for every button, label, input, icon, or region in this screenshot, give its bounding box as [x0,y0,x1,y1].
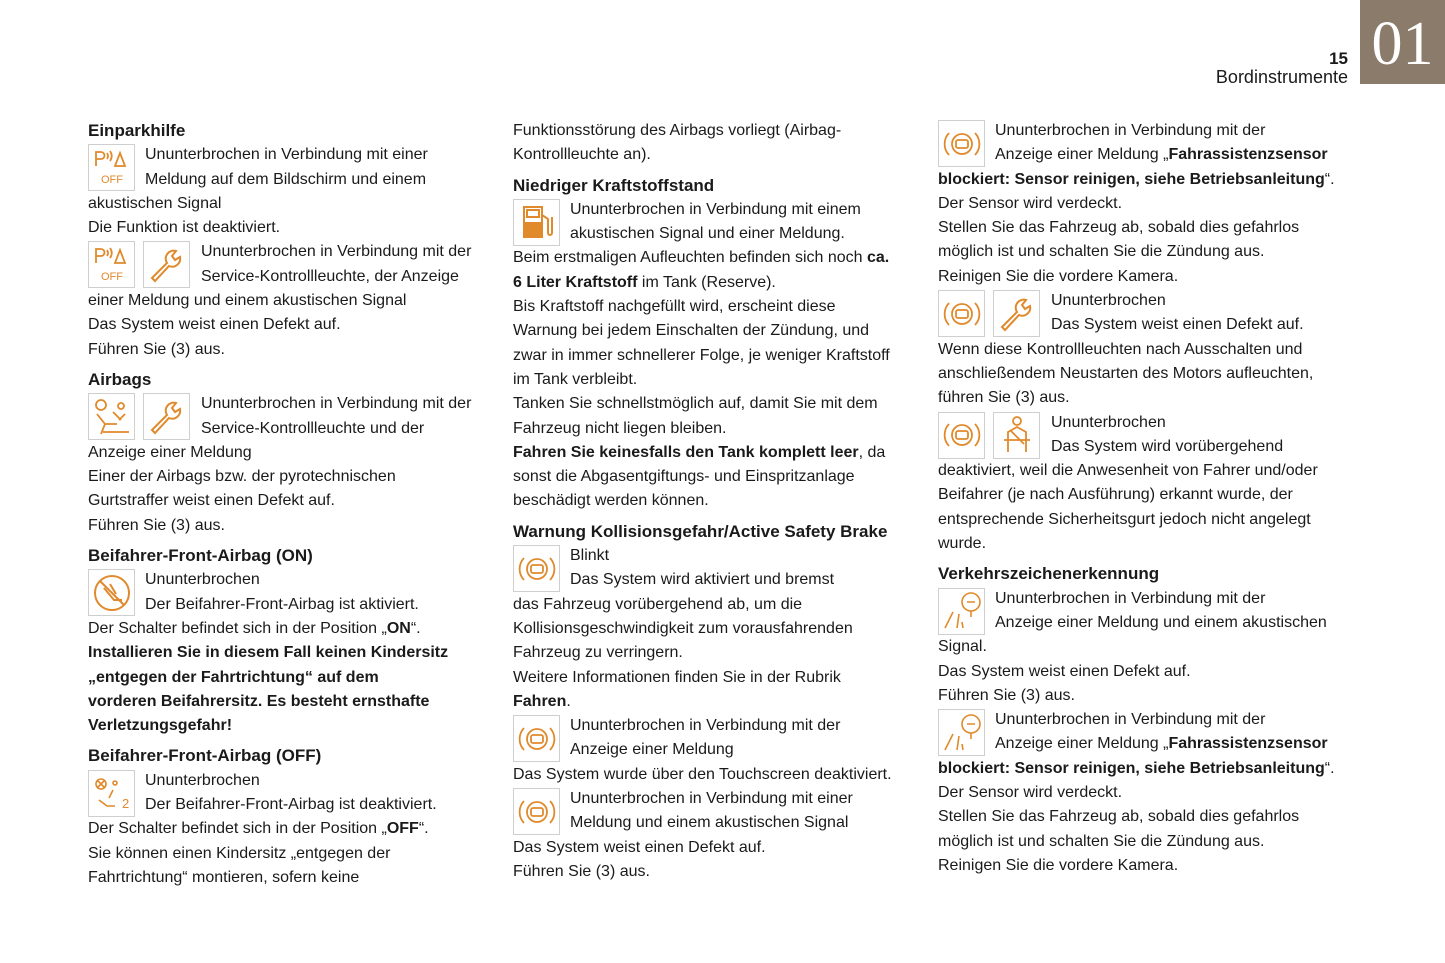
seatbelt-icon [993,412,1040,459]
paragraph [938,168,1358,289]
text-run: Der Beifahrer-Front-Airbag ist deaktiviert. [145,796,437,814]
text-run: . [566,692,571,710]
paragraph [938,459,1358,556]
text-line [513,344,933,368]
warning-description [1051,411,1283,460]
text-line [938,532,1358,556]
text-run: Anzeige einer Meldung [88,443,252,461]
text-line [938,168,1358,192]
text-line [88,817,508,841]
section-heading: Beifahrer-Front-Airbag (OFF) [88,746,322,766]
column-1 [88,119,508,890]
text-run: Bis Kraftstoff nachgefüllt wird, erscheint diese [513,298,836,316]
bold-text: OFF [386,820,419,838]
text-run: Meldung und einem akustischen Signal [570,814,849,832]
warning-lights [513,545,560,592]
section-title: Bordinstrumente [1215,67,1348,87]
collision-icon [513,788,560,835]
text-run: Der Schalter befindet sich in der Position „ [88,619,387,637]
text-line [513,417,933,441]
text-run: zwar in immer schnellerer Folge, je weniger Kraftstoff [513,346,890,364]
bold-text: Verletzungsgefahr! [88,717,233,735]
warning-description [570,198,861,247]
bold-text: ON [386,619,411,637]
column-2 [513,119,933,884]
text-line [88,514,508,538]
text-run: Ununterbrochen in Verbindung mit der [995,711,1266,729]
text-line [145,769,437,793]
warning-light-row [938,289,1358,338]
text-line [938,459,1358,483]
text-line [513,860,933,884]
text-line [201,265,471,289]
text-run: sonst die Abgasentgiftungs- und Einspritzanlage [513,468,855,486]
page-number: 15 [1329,49,1348,68]
text-run: Kontrollleuchte an). [513,146,651,164]
text-line [1051,313,1304,337]
text-line [513,489,933,513]
wrench-icon [143,241,190,288]
warning-description [995,587,1327,636]
text-run: Führen Sie (3) aus. [513,862,650,880]
warning-description [201,392,471,441]
text-run: Sie können einen Kindersitz „entgegen der [88,844,391,862]
text-line [570,811,853,835]
text-run: Reinigen Sie die vordere Kamera. [938,267,1179,285]
text-run: Fahrzeug nicht liegen bleiben. [513,419,727,437]
text-line [145,168,428,192]
text-run: Die Funktion ist deaktiviert. [88,219,281,237]
text-run: , da [858,443,886,461]
warning-light-row [513,787,933,836]
text-run: Fahrtrichtung“ montieren, sofern keine [88,868,360,886]
warning-light-row [513,198,933,247]
text-line [88,338,508,362]
section-heading: Einparkhilfe [88,121,186,140]
warning-description [570,714,840,763]
text-run: Stellen Sie das Fahrzeug ab, sobald dies gefahrlos [938,219,1300,237]
warning-description [145,143,428,192]
text-line [995,611,1327,635]
text-run: Das System wurde über den Touchscreen deaktiviert. [513,765,892,783]
bold-text: „entgegen der Fahrtrichtung“ auf dem [88,668,379,686]
text-line [570,568,834,592]
paragraph [513,119,933,168]
text-line [938,216,1358,240]
text-run: Funktionsstörung des Airbags vorliegt (Airbag- [513,122,842,139]
text-run: “. [410,619,421,637]
warning-lights [513,715,560,762]
text-run: Das System wird vorübergehend [1051,437,1284,455]
text-run: das Fahrzeug vorübergehend ab, um die [513,595,803,613]
text-line [513,295,933,319]
text-run: einer Meldung und einem akustischen Signal [88,292,407,310]
warning-lights [938,290,1040,337]
text-line [201,417,471,441]
warning-light-row [88,769,508,818]
sign-recognition-icon [938,588,985,635]
section-heading: Warnung Kollisionsgefahr/Active Safety Brake [513,521,888,541]
text-line [938,805,1358,829]
bold-text: ca. [867,249,890,267]
warning-description [570,787,853,836]
text-line [513,246,933,270]
text-run: Ununterbrochen in Verbindung mit einer [145,146,428,164]
svg-text:2: 2 [121,796,129,812]
text-run: Beim erstmaligen Aufleuchten befinden sich noch [513,249,867,267]
wrench-icon [993,290,1040,337]
text-run: führen Sie (3) aus. [938,389,1070,407]
text-line [938,684,1358,708]
text-line [513,593,933,617]
text-run: Ununterbrochen [1051,292,1166,310]
bold-text: Fahren [513,692,567,710]
text-line [88,465,508,489]
wrench-icon [143,393,190,440]
text-run: Ununterbrochen in Verbindung mit einer [570,790,853,808]
bold-text: blockiert: Sensor reinigen, siehe Betriebsanleitung [938,759,1325,777]
paragraph [513,246,933,513]
text-run: Der Schalter befindet sich in der Position „ [88,820,387,838]
text-run: beschädigt werden können. [513,492,709,510]
text-line [88,441,508,465]
paragraph [88,617,508,738]
bold-text: blockiert: Sensor reinigen, siehe Betriebsanleitung [938,170,1325,188]
airbag-on-icon [88,569,135,616]
text-run: Der Sensor wird verdeckt. [938,784,1123,802]
text-run: Das System weist einen Defekt auf. [938,662,1191,680]
text-line [995,119,1328,143]
text-line [513,836,933,860]
warning-lights [88,393,190,440]
warning-light-row [88,240,508,289]
text-line [995,708,1328,732]
text-line [1051,289,1304,313]
text-line [88,489,508,513]
airbag-off-icon [88,770,135,817]
paragraph [88,441,508,538]
text-run: im Tank verbleibt. [513,370,638,388]
text-line [88,192,508,216]
text-line [938,854,1358,878]
chapter-tab: 01 [1360,0,1445,84]
paragraph [938,757,1358,878]
text-run: Service-Kontrollleuchte und der [201,419,425,437]
paragraph [513,763,933,787]
text-run: Gurtstraffer weist einen Defekt auf. [88,492,335,510]
warning-lights [938,709,985,756]
text-line [938,830,1358,854]
text-line [88,690,508,714]
text-run: Der Beifahrer-Front-Airbag ist aktiviert. [145,595,419,613]
paragraph [88,192,508,241]
text-line [513,666,933,690]
text-line [995,143,1328,167]
warning-light-row [938,587,1358,636]
section-heading: Airbags [88,369,152,389]
text-run: Das System weist einen Defekt auf. [513,838,766,856]
text-run: Meldung auf dem Bildschirm und einem [145,170,427,188]
text-line [995,732,1328,756]
text-run: “. [1324,170,1335,188]
text-line [88,313,508,337]
text-line [570,714,840,738]
text-run: Stellen Sie das Fahrzeug ab, sobald dies gefahrlos [938,808,1300,826]
warning-light-row [938,708,1358,757]
warning-description [995,708,1328,757]
text-line [938,508,1358,532]
text-line [513,763,933,787]
text-run: im Tank (Reserve). [637,273,776,291]
warning-description [145,568,419,617]
section-heading: Verkehrszeichenerkennung [938,564,1160,584]
paragraph [513,836,933,885]
text-run: Tanken Sie schnellstmöglich auf, damit Sie mit dem [513,395,878,413]
text-run: Kollisionsgeschwindigkeit zum vorausfahrenden [513,619,853,637]
text-line [938,757,1358,781]
text-run: Warnung bei jedem Einschalten der Zündung, und [513,322,870,340]
text-run: Anzeige einer Meldung [570,741,734,759]
sign-recognition-icon [938,709,985,756]
text-run: Das System weist einen Defekt auf. [88,316,341,334]
bold-text: Fahren Sie keinesfalls den Tank komplett leer [513,443,859,461]
text-run: Blinkt [570,547,610,565]
text-run: Einer der Airbags bzw. der pyrotechnischen [88,468,396,486]
text-run: Weitere Informationen finden Sie in der Rubrik [513,668,841,686]
column-3 [938,119,1358,878]
warning-description [145,769,437,818]
park-off-icon [88,144,135,191]
text-run: Service-Kontrollleuchte, der Anzeige [201,267,459,285]
svg-text:OFF: OFF [100,173,123,186]
text-line [513,271,933,295]
bold-text: Fahrassistenzsensor [1168,146,1328,164]
collision-icon [938,290,985,337]
text-line [88,714,508,738]
section-heading: Beifahrer-Front-Airbag (ON) [88,546,313,566]
text-run: Führen Sie (3) aus. [938,686,1075,704]
text-line [1051,435,1283,459]
text-line [938,635,1358,659]
warning-description [201,240,471,289]
warning-lights [938,120,985,167]
paragraph [938,338,1358,411]
text-line [145,793,437,817]
warning-light-row [938,119,1358,168]
warning-light-row [513,714,933,763]
text-run: “. [418,820,429,838]
fuel-icon [513,199,560,246]
text-line [938,265,1358,289]
warning-lights [88,770,135,817]
collision-icon [938,120,985,167]
section-heading: Niedriger Kraftstoffstand [513,175,715,195]
text-run: Ununterbrochen in Verbindung mit der [201,395,472,413]
text-line [513,119,933,143]
text-run: wurde. [938,535,987,553]
text-run: möglich ist und schalten Sie die Zündung aus. [938,832,1265,850]
text-run: Führen Sie (3) aus. [88,340,225,358]
text-run: Der Sensor wird verdeckt. [938,194,1123,212]
warning-description [1051,289,1304,338]
svg-text:OFF: OFF [100,270,123,283]
text-line [938,483,1358,507]
text-run: Fahrzeug zu verringern. [513,644,683,662]
paragraph [513,593,933,714]
text-line [145,568,419,592]
text-line [995,587,1327,611]
text-run: Reinigen Sie die vordere Kamera. [938,856,1179,874]
text-line [570,787,853,811]
text-line [88,641,508,665]
text-line [513,617,933,641]
warning-lights [513,199,560,246]
text-line [513,641,933,665]
text-run: Anzeige einer Meldung „ [995,735,1169,753]
warning-lights [938,412,1040,459]
text-run: deaktiviert, weil die Anwesenheit von Fahrer und/oder [938,462,1318,480]
warning-lights [88,144,135,191]
text-run: Das System wird aktiviert und bremst [570,571,835,589]
text-line [513,465,933,489]
park-off-icon [88,241,135,288]
text-line [938,192,1358,216]
text-line [145,143,428,167]
text-run: akustischen Signal und einer Meldung. [570,225,845,243]
bold-text: 6 Liter Kraftstoff [513,273,638,291]
text-run: möglich ist und schalten Sie die Zündung aus. [938,243,1265,261]
text-run: anschließendem Neustarten des Motors aufleuchten, [938,364,1314,382]
warning-light-row [88,568,508,617]
bold-text: vorderen Beifahrersitz. Es besteht ernsthafte [88,692,430,710]
text-line [88,216,508,240]
text-line [88,866,508,890]
text-line [88,666,508,690]
text-run: akustischen Signal [88,194,222,212]
text-line [88,617,508,641]
text-run: “. [1324,759,1335,777]
text-run: Ununterbrochen in Verbindung mit der [570,717,841,735]
text-run: Ununterbrochen [1051,413,1166,431]
text-run: Signal. [938,638,987,656]
text-run: Ununterbrochen [145,571,260,589]
collision-icon [513,545,560,592]
text-line [1051,411,1283,435]
text-line [513,392,933,416]
text-run: Führen Sie (3) aus. [88,516,225,534]
paragraph [88,289,508,362]
text-run: Ununterbrochen in Verbindung mit der [995,589,1266,607]
text-run: Beifahrer (je nach Ausführung) erkannt wurde, der [938,486,1293,504]
text-line [513,143,933,167]
warning-lights [88,569,135,616]
text-line [88,289,508,313]
warning-light-row [513,544,933,593]
text-run: Das System weist einen Defekt auf. [1051,316,1304,334]
bold-text: Fahrassistenzsensor [1168,735,1328,753]
text-line [938,660,1358,684]
text-run: Ununterbrochen in Verbindung mit der [201,243,472,261]
warning-lights [88,241,190,288]
text-line [570,738,840,762]
text-line [201,240,471,264]
warning-description [570,544,834,593]
text-line [201,392,471,416]
airbag-fault-icon [88,393,135,440]
text-line [513,319,933,343]
warning-description [995,119,1328,168]
text-line [938,338,1358,362]
text-line [570,222,861,246]
text-run: Ununterbrochen in Verbindung mit einem [570,200,861,218]
text-run: Anzeige einer Meldung „ [995,146,1169,164]
collision-icon [938,412,985,459]
bold-text: Installieren Sie in diesem Fall keinen Kindersitz [88,644,449,662]
text-line [88,842,508,866]
text-line [513,441,933,465]
text-line [938,240,1358,264]
text-run: entsprechende Sicherheitsgurt jedoch nicht angelegt [938,510,1311,528]
text-line [145,593,419,617]
text-line [513,690,933,714]
warning-light-row [938,411,1358,460]
text-line [570,198,861,222]
text-line [938,362,1358,386]
warning-lights [938,588,985,635]
warning-light-row [88,392,508,441]
warning-lights [513,788,560,835]
paragraph [88,817,508,890]
warning-light-row [88,143,508,192]
text-run: Ununterbrochen [145,771,260,789]
text-line [570,544,834,568]
text-run: Ununterbrochen in Verbindung mit der [995,122,1266,139]
paragraph [938,635,1358,708]
text-run: Anzeige einer Meldung und einem akustischen [995,613,1327,631]
text-line [938,386,1358,410]
collision-icon [513,715,560,762]
text-line [513,368,933,392]
text-line [938,781,1358,805]
text-run: Wenn diese Kontrollleuchten nach Ausschalten und [938,340,1303,358]
